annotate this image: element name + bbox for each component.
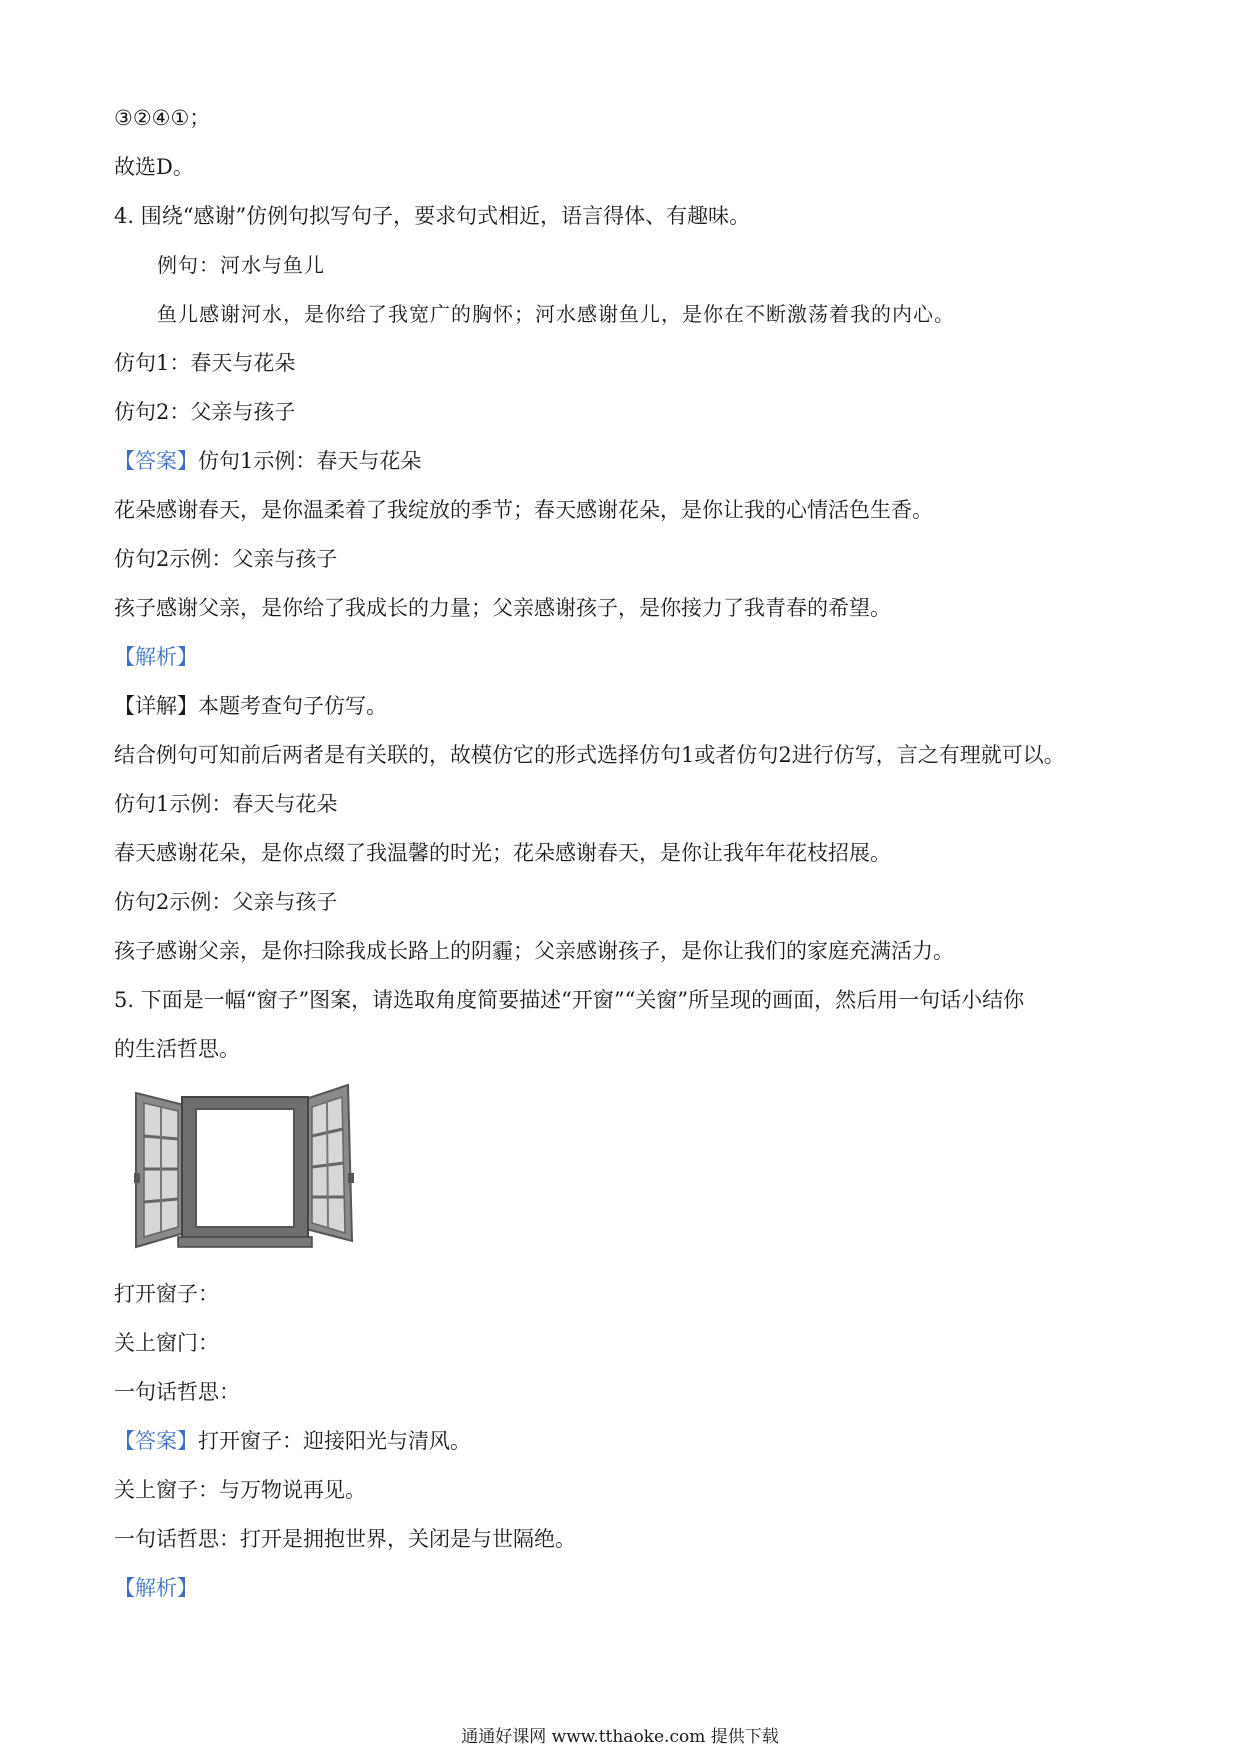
answer-4-text: 仿句1示例：春天与花朵 bbox=[198, 449, 422, 473]
footer-source: 通通好课网 www.tthaoke.com 提供下载 bbox=[461, 1727, 779, 1747]
example-sentence: 鱼儿感谢河水，是你给了我宽广的胸怀；河水感谢鱼儿，是你在不断激荡着我的内心。 bbox=[157, 302, 955, 326]
detail-4-sentence-1: 春天感谢花朵，是你点缀了我温馨的时光；花朵感谢春天，是你让我年年花枝招展。 bbox=[114, 841, 891, 865]
detail-4-title-2: 仿句2示例：父亲与孩子 bbox=[114, 890, 338, 914]
detail-4-title-1: 仿句1示例：春天与花朵 bbox=[114, 792, 338, 816]
answer-5-open: 打开窗子：迎接阳光与清风。 bbox=[198, 1429, 471, 1453]
detail-4 bbox=[114, 692, 387, 720]
answer-4-title-2: 仿句2示例：父亲与孩子 bbox=[114, 547, 338, 571]
detail-4-explanation: 结合例句可知前后两者是有关联的，故模仿它的形式选择仿句1或者仿句2进行仿写，言之有理就可以。 bbox=[114, 743, 1065, 767]
detail-4-text: 本题考查句子仿写。 bbox=[198, 694, 387, 718]
answer-4-sentence-1: 花朵感谢春天，是你温柔着了我绽放的季节；春天感谢花朵，是你让我的心情活色生香。 bbox=[114, 498, 933, 522]
answer-5-philosophy: 一句话哲思：打开是拥抱世界，关闭是与世隔绝。 bbox=[114, 1527, 576, 1551]
question-4: 4. 围绕“感谢”仿例句拟写句子，要求句式相近，语言得体、有趣味。 bbox=[114, 204, 751, 228]
example-title: 例句：河水与鱼儿 bbox=[157, 253, 325, 277]
answer-order: ③②④①； bbox=[114, 106, 211, 130]
answer-4 bbox=[114, 447, 421, 475]
close-window-label: 关上窗门： bbox=[114, 1331, 219, 1355]
detail-tag: 【详解】 bbox=[114, 694, 198, 718]
window-illustration bbox=[134, 1081, 354, 1253]
philosophy-label: 一句话哲思： bbox=[114, 1380, 240, 1404]
answer-4-sentence-2: 孩子感谢父亲，是你给了我成长的力量；父亲感谢孩子，是你接力了我青春的希望。 bbox=[114, 596, 891, 620]
open-window-label: 打开窗子： bbox=[114, 1282, 219, 1306]
prompt-2: 仿句2：父亲与孩子 bbox=[114, 400, 296, 424]
answer-5 bbox=[114, 1427, 471, 1455]
detail-4-sentence-2: 孩子感谢父亲，是你扫除我成长路上的阴霾；父亲感谢孩子，是你让我们的家庭充满活力。 bbox=[114, 939, 954, 963]
question-5: 5. 下面是一幅“窗子”图案，请选取角度简要描述“开窗”“关窗”所呈现的画面，然后用一句话小结你 bbox=[114, 988, 1025, 1012]
analysis-tag: 【解析】 bbox=[114, 645, 198, 669]
question-5-cont: 的生活哲思。 bbox=[114, 1037, 240, 1061]
choice-d: 故选D。 bbox=[114, 155, 194, 179]
answer-5-close: 关上窗子：与万物说再见。 bbox=[114, 1478, 366, 1502]
prompt-1: 仿句1：春天与花朵 bbox=[114, 351, 296, 375]
analysis-tag-5: 【解析】 bbox=[114, 1576, 198, 1600]
answer-tag: 【答案】 bbox=[114, 449, 198, 473]
answer-tag-5: 【答案】 bbox=[114, 1429, 198, 1453]
